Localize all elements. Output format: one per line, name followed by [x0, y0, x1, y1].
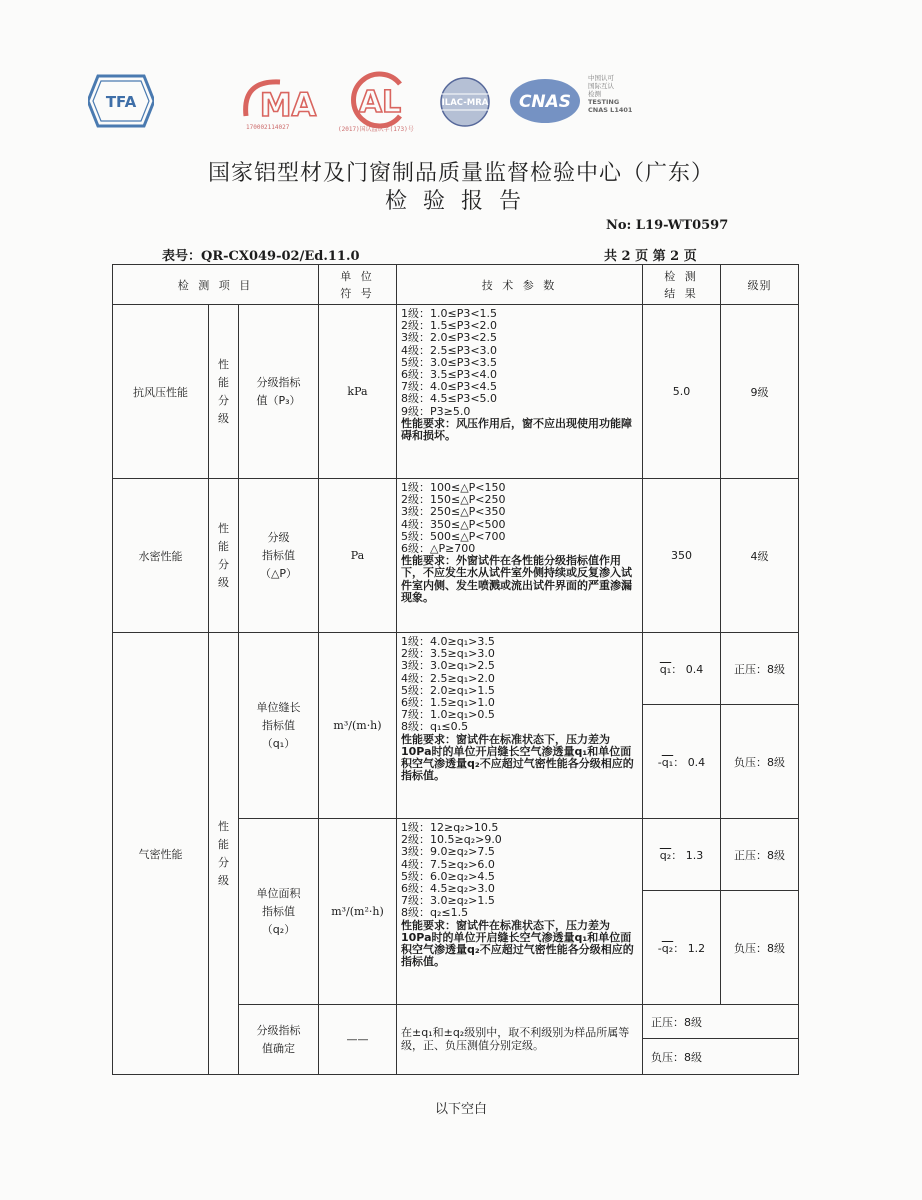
air-q1-pos-result: q₁： 0.4 [643, 633, 721, 705]
cnas-logo [508, 76, 582, 126]
report-subtitle: 检验报告 [384, 189, 537, 214]
air-final-sub-item: 分级指标 值确定 [239, 1005, 319, 1075]
cma-text: MA [259, 86, 317, 124]
wind-requirement: 性能要求：风压作用后，窗不应出现使用功能障碍和损坏。 [401, 416, 632, 443]
air-q1-neg-symbol: q₁ [661, 755, 674, 769]
water-unit: Pa [319, 479, 397, 633]
wind-item: 抗风压性能 [113, 305, 209, 479]
water-param-list [401, 482, 638, 555]
cnas-side-line: 中国认可 [588, 74, 614, 82]
tfa-logo [88, 74, 154, 128]
header-unit: 单 位 符 号 [319, 265, 397, 305]
table-row-water [113, 479, 799, 633]
wind-param-line: 3级：2.0≤P3<2.5 [401, 331, 498, 345]
cal-reg-number: (2017)国认监认字(173)号 [338, 126, 414, 133]
air-q2-sub-item: 单位面积 指标值 （q₂） [239, 819, 319, 1005]
wind-param-line: 7级：4.0≤P3<4.5 [401, 380, 498, 394]
air-q1-param-line: 5级：2.0≥q₁>1.5 [401, 683, 495, 697]
wind-param-line: 6级：3.5≤P3<4.0 [401, 368, 498, 382]
air-final-params: 在±q₁和±q₂级别中，取不利级别为样品所属等级，正、负压测值分别定级。 [397, 1005, 643, 1075]
water-param-line: 1级：100≤△P<150 [401, 481, 506, 494]
cnas-side-line: 检测 [588, 90, 601, 98]
air-q2-unit: m³/(m²·h) [319, 819, 397, 1005]
cnas-side-line: TESTING [588, 98, 620, 106]
water-vertical-label: 性 能 分 级 [209, 479, 239, 633]
air-q1-neg-level: 负压：8级 [721, 705, 799, 819]
table-header-row [113, 265, 799, 305]
air-final-pos: 正压：8级 [643, 1005, 799, 1039]
water-requirement: 性能要求：外窗试件在各性能分级指标值作用下，不应发生水从试件室外侧持续或反复渗入试件室内侧、发生喷溅或流出试件界面的严重渗漏现象。 [401, 554, 632, 604]
cnas-side-line: CNAS L1401 [588, 106, 633, 114]
air-q1-param-line: 7级：1.0≥q₁>0.5 [401, 708, 495, 722]
air-q2-param-line: 8级：q₂≤1.5 [401, 906, 469, 920]
air-q2-param-line: 5级：6.0≥q₂>4.5 [401, 869, 495, 883]
air-q1-param-line: 4级：2.5≥q₁>2.0 [401, 671, 495, 685]
air-q1-pos-symbol: q₁ [659, 662, 672, 676]
air-final-unit: —— [319, 1005, 397, 1075]
water-result: 350 [643, 479, 721, 633]
air-q2-requirement: 性能要求：窗试件在标准状态下，压力差为10Pa时的单位开启缝长空气渗透量q₁和单位面积空气渗透量q₂不应超过气密性能各分级相应的指标值。 [401, 918, 634, 969]
air-q2-param-line: 6级：4.5≥q₂>3.0 [401, 882, 495, 896]
water-param-line: 2级：150≤△P<250 [401, 493, 506, 507]
air-q2-pos-value: 1.3 [685, 848, 704, 862]
tfa-text: TFA [105, 93, 137, 111]
water-item: 水密性能 [113, 479, 209, 633]
air-q1-param-line: 8级：q₁≤0.5 [401, 720, 469, 734]
ilac-mra-logo [430, 74, 500, 130]
wind-param-line: 9级：P3≥5.0 [401, 404, 471, 418]
water-param-line: 6级：△P≥700 [401, 542, 476, 556]
air-q2-pos-symbol: q₂ [659, 848, 672, 862]
cnas-text: CNAS [518, 92, 572, 112]
page-count: 共 2 页 第 2 页 [604, 249, 697, 264]
header-item: 检 测 项 目 [113, 265, 319, 305]
air-q2-pos-level: 正压：8级 [721, 819, 799, 891]
wind-param-line: 4级：2.5≤P3<3.0 [401, 343, 498, 357]
header-params: 技 术 参 数 [397, 265, 643, 305]
air-q2-neg-level: 负压：8级 [721, 891, 799, 1005]
air-q1-sub-item: 单位缝长 指标值 （q₁） [239, 633, 319, 819]
water-param-line: 3级：250≤△P<350 [401, 505, 506, 519]
air-q1-param-line: 2级：3.5≥q₁>3.0 [401, 647, 495, 661]
water-params [397, 479, 643, 633]
cal-logo [340, 70, 416, 130]
air-q1-pos-value: 0.4 [685, 662, 704, 676]
air-q2-param-line: 1级：12≥q₂>10.5 [401, 821, 499, 834]
table-row-air-q1-pos [113, 633, 799, 705]
footer-blank-note: 以下空白 [434, 1102, 487, 1117]
cma-reg-number: 170002114027 [246, 124, 290, 131]
air-vertical-label: 性 能 分 级 [209, 633, 239, 1075]
wind-params [397, 305, 643, 479]
header-result: 检 测 结 果 [643, 265, 721, 305]
air-q1-param-list [401, 636, 638, 734]
wind-param-line: 8级：4.5≤P3<5.0 [401, 392, 498, 406]
air-q2-params [397, 819, 643, 1005]
air-final-neg: 负压：8级 [643, 1039, 799, 1075]
water-param-line: 4级：350≤△P<500 [401, 517, 506, 531]
wind-param-list [401, 308, 638, 418]
wind-param-line: 5级：3.0≤P3<3.5 [401, 355, 498, 369]
air-q1-neg-result: -q₁： 0.4 [643, 705, 721, 819]
results-table [112, 264, 799, 1075]
wind-result: 5.0 [643, 305, 721, 479]
air-q1-param-line: 1级：4.0≥q₁>3.5 [401, 635, 495, 648]
cnas-side-text [588, 74, 668, 114]
air-q2-param-line: 2级：10.5≥q₂>9.0 [401, 833, 502, 847]
air-q2-neg-value: 1.2 [687, 941, 706, 955]
cnas-side-line: 国际互认 [588, 82, 614, 90]
air-q1-requirement: 性能要求：窗试件在标准状态下，压力差为10Pa时的单位开启缝长空气渗透量q₁和单位面积空气渗透量q₂不应超过气密性能各分级相应的指标值。 [401, 732, 634, 783]
water-param-line: 5级：500≤△P<700 [401, 529, 506, 543]
report-title: 国家铝型材及门窗制品质量监督检验中心（广东） [207, 161, 714, 186]
air-q1-param-line: 3级：3.0≥q₁>2.5 [401, 659, 495, 673]
air-q2-param-list [401, 822, 638, 920]
wind-param-line: 1级：1.0≤P3<1.5 [401, 307, 498, 320]
air-q1-pos-level: 正压：8级 [721, 633, 799, 705]
water-level: 4级 [721, 479, 799, 633]
wind-sub-item: 分级指标 值（P₃） [239, 305, 319, 479]
wind-param-line: 2级：1.5≤P3<2.0 [401, 319, 498, 333]
cal-text: AL [358, 85, 402, 120]
air-q2-param-line: 3级：9.0≥q₂>7.5 [401, 845, 495, 859]
wind-level: 9级 [721, 305, 799, 479]
report-number: No: L19-WT0597 [606, 218, 729, 233]
air-item: 气密性能 [113, 633, 209, 1075]
form-number: 表号：QR-CX049-02/Ed.11.0 [162, 249, 360, 264]
air-q2-pos-result: q₂： 1.3 [643, 819, 721, 891]
wind-unit: kPa [319, 305, 397, 479]
air-q1-unit: m³/(m·h) [319, 633, 397, 819]
air-q2-param-line: 7级：3.0≥q₂>1.5 [401, 894, 495, 908]
header-level: 级别 [721, 265, 799, 305]
ilac-text: ILAC-MRA [441, 98, 489, 108]
wind-vertical-label: 性 能 分 级 [209, 305, 239, 479]
air-q2-neg-symbol: q₂ [661, 941, 674, 955]
air-q2-param-line: 4级：7.5≥q₂>6.0 [401, 857, 495, 871]
air-q1-neg-value: 0.4 [687, 755, 706, 769]
water-sub-item: 分级 指标值 （△P） [239, 479, 319, 633]
table-row-wind [113, 305, 799, 479]
air-q2-neg-result: -q₂： 1.2 [643, 891, 721, 1005]
air-q1-param-line: 6级：1.5≥q₁>1.0 [401, 696, 495, 710]
air-q1-params [397, 633, 643, 819]
